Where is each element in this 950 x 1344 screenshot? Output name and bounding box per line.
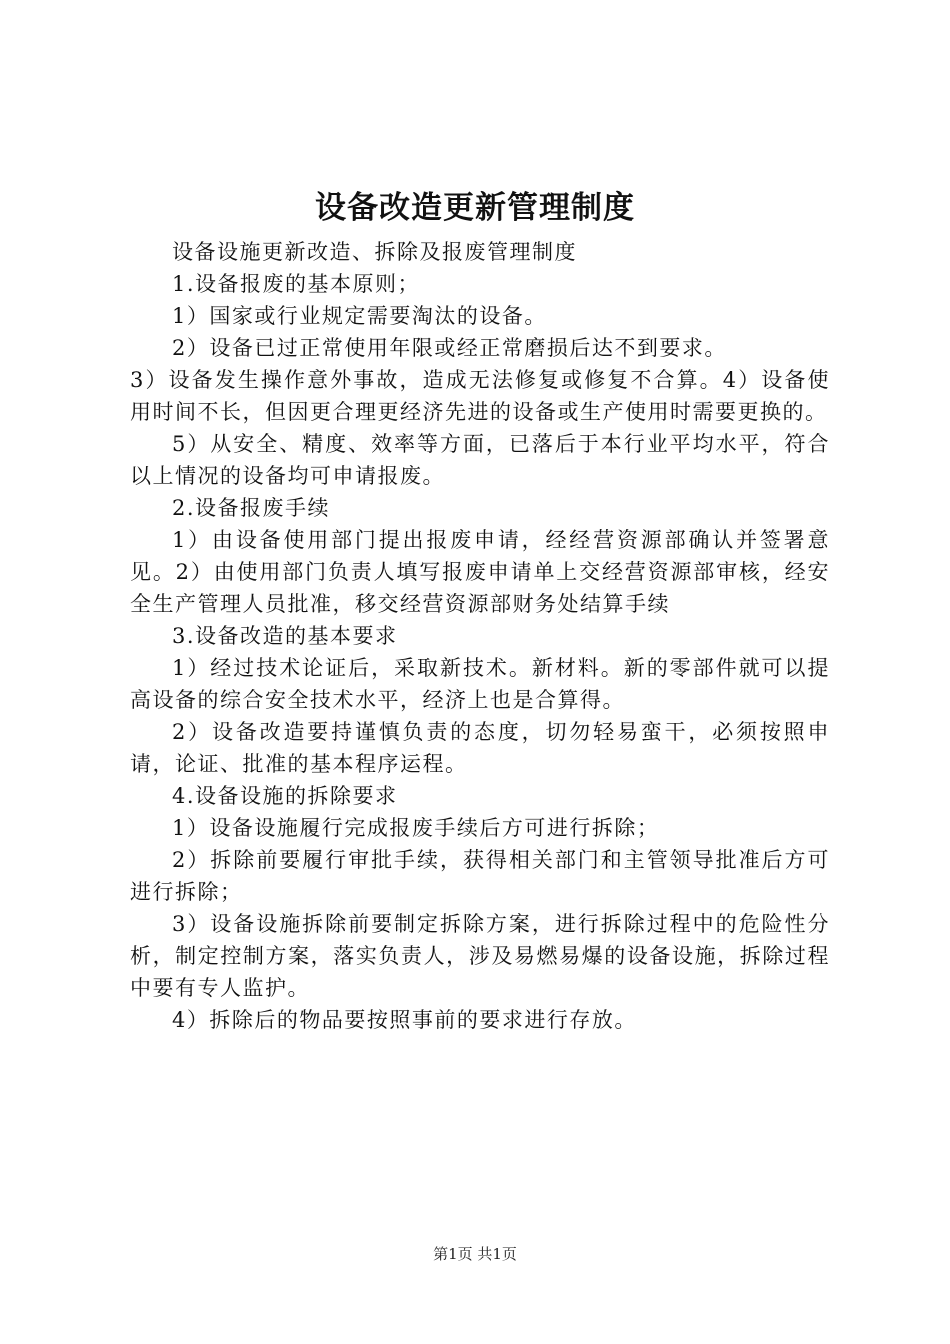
document-body [130, 236, 830, 1036]
list-item: 5）从安全、精度、效率等方面，已落后于本行业平均水平，符合以上情况的设备均可申请报废。 [130, 432, 830, 488]
document-title: 设备改造更新管理制度 [315, 190, 635, 226]
page-footer: 第1页 共1页 [433, 1245, 517, 1263]
list-item: 2）设备已过正常使用年限或经正常磨损后达不到要求。 [172, 336, 727, 360]
section-heading-2: 2.设备报废手续 [172, 496, 331, 520]
list-item: 3）设备发生操作意外事故，造成无法修复或修复不合算。4）设备使用时间不长，但因更合理更经济先进的设备或生产使用时需要更换的。 [130, 368, 830, 424]
list-item: 3）设备设施拆除前要制定拆除方案，进行拆除过程中的危险性分析，制定控制方案，落实负责人，涉及易燃易爆的设备设施，拆除过程中要有专人监护。 [130, 912, 830, 1000]
section-heading-3: 3.设备改造的基本要求 [172, 624, 398, 648]
paragraph-subtitle: 设备设施更新改造、拆除及报废管理制度 [172, 240, 577, 264]
section-heading-4: 4.设备设施的拆除要求 [172, 784, 398, 808]
list-item: 1）设备设施履行完成报废手续后方可进行拆除； [172, 816, 660, 840]
list-item: 2）设备改造要持谨慎负责的态度，切勿轻易蛮干，必须按照申请，论证、批准的基本程序运程。 [130, 720, 830, 776]
section-heading-1: 1.设备报废的基本原则； [172, 272, 421, 296]
list-item: 1）由设备使用部门提出报废申请，经经营资源部确认并签署意见。2）由使用部门负责人填写报废申请单上交经营资源部审核，经安全生产管理人员批准，移交经营资源部财务处结算手续 [130, 528, 830, 616]
list-item: 4）拆除后的物品要按照事前的要求进行存放。 [172, 1008, 637, 1032]
list-item: 2）拆除前要履行审批手续，获得相关部门和主管领导批准后方可进行拆除； [130, 848, 830, 904]
list-item: 1）国家或行业规定需要淘汰的设备。 [172, 304, 547, 328]
list-item: 1）经过技术论证后，采取新技术。新材料。新的零部件就可以提高设备的综合安全技术水平，经济上也是合算得。 [130, 656, 830, 712]
